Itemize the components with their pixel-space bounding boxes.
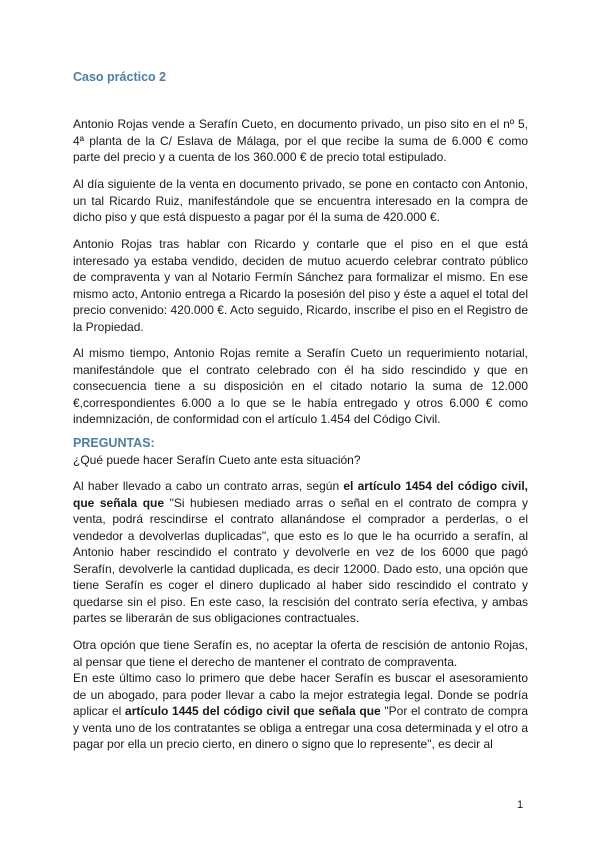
paragraph-2: Al día siguiente de la venta en documento privado, se pone en contacto con Antonio, un tal Ricardo Ruiz, manifestándole que se encuentra interesado en la compra de dicho piso y que está dispuesto a pagar por él la suma de 420.000 €. <box>73 177 528 224</box>
paragraph-7-part-a: En este último caso lo primero que debe hacer Serafín es buscar el asesoramiento de un abogado, para poder llevar a cabo la mejor estrategia legal. Donde se podría aplicar el <box>73 671 528 718</box>
paragraph-5-part-c: "Si hubiesen mediado arras o señal en el contrato de compra y venta, podrá rescindirse el contrato allanándose el comprador a perderlas, o el vendedor a devolverlas duplicadas", que esto es lo que le ha ocurrido a serafín, al Antonio haber rescindido el contrato y devolverle en vez de los 6000 que pagó Serafín, devolverle la cantidad duplicada, es decir 12000. Dado esto, una opción que tiene Serafín es coger el dinero duplicado al haber sido rescindido el contrato y quedarse sin el piso. En este caso, la rescisión del contrato sería efectiva, y ambas partes se liberarán de sus obligaciones contractuales. <box>73 495 528 625</box>
paragraph-7-part-c: "Por el contrato de compra y venta uno de los contratantes se obliga a entregar una cosa determinada y el otro a pagar por ella un precio cierto, en dinero o signo que lo represente", es decir al <box>73 704 529 751</box>
document-title: Caso práctico 2 <box>73 70 167 84</box>
paragraph-6: Otra opción que tiene Serafín es, no aceptar la oferta de rescisión de antonio Rojas, al pensar que tiene el derecho de mantener el contrato de compraventa. <box>73 638 528 669</box>
article-1454-reference: el artículo 1454 del código civil, que señala que <box>73 479 528 510</box>
article-1445-reference: artículo 1445 del código civil que señala que <box>125 704 381 718</box>
preguntas-heading: PREGUNTAS: <box>73 436 155 450</box>
paragraph-3: Antonio Rojas tras hablar con Ricardo y contarle que el piso en el que está interesado ya estaba vendido, deciden de mutuo acuerdo celebrar contrato público de compraventa y van al Notario Fermín Sánchez para formalizar el mismo. En ese mismo acto, Antonio entrega a Ricardo la posesión del piso y éste a aquel el total del precio convenido: 420.000 €. Acto seguido, Ricardo, inscribe el piso en el Registro de la Propiedad. <box>73 237 528 334</box>
paragraph-5 <box>73 478 528 627</box>
question-text: ¿Qué puede hacer Serafín Cueto ante esta situación? <box>73 453 361 467</box>
page-number: 1 <box>517 799 524 811</box>
paragraph-7 <box>73 670 528 753</box>
paragraph-5-part-a: Al haber llevado a cabo un contrato arras, según <box>73 479 344 493</box>
paragraph-4: Al mismo tiempo, Antonio Rojas remite a Serafín Cueto un requerimiento notarial, manifestándole que el contrato celebrado con él ha sido rescindido y que en consecuencia tiene a su disposición en el citado notario la suma de 12.000 €,correspondientes 6.000 a lo que se le había entregado y otros 6.000 € como indemnización, de conformidad con el artículo 1.454 del Código Civil. <box>73 346 528 426</box>
paragraph-1: Antonio Rojas vende a Serafín Cueto, en documento privado, un piso sito en el nº 5, 4ª planta de la C/ Eslava de Málaga, por el que recibe la suma de 6.000 € como parte del precio y a cuenta de los 360.000 € de precio total estipulado. <box>73 117 528 164</box>
